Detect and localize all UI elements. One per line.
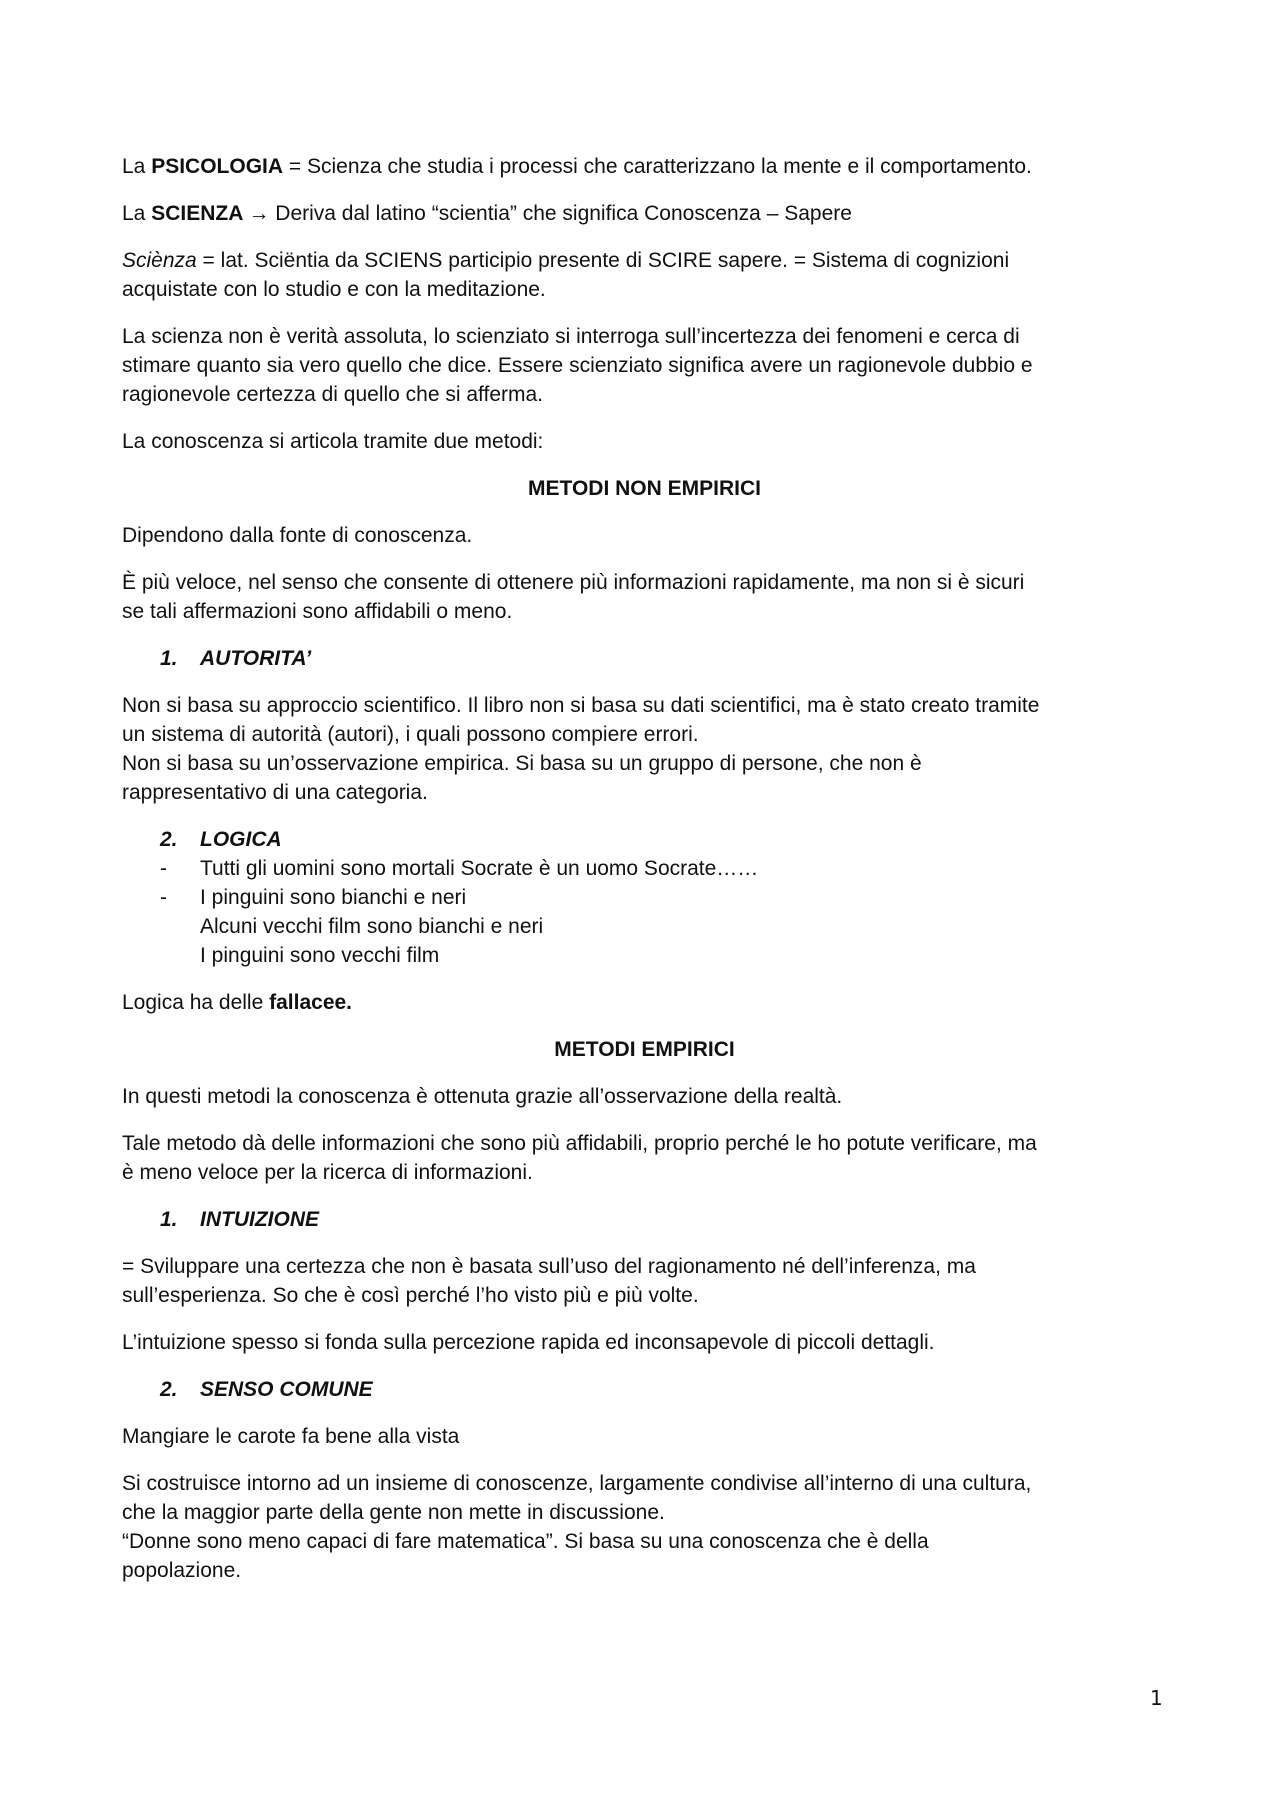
senso-p1: Mangiare le carote fa bene alla vista: [122, 1425, 460, 1448]
heading-metodi-empirici: METODI EMPIRICI: [554, 1038, 735, 1061]
senso-paragraph: Si costruisce intorno ad un insieme di conoscenze, largamente condivise all’interno di una cultura, che la maggior parte della gente non mette in discussione. “Donne sono meno capaci di fare matematica”. Si basa su una conoscenza che è della popolazione.: [122, 1472, 1032, 1582]
psicologia-term: PSICOLOGIA: [151, 155, 284, 178]
autorita-paragraph: Non si basa su approccio scientifico. Il libro non si basa su dati scientifici, ma è stato creato tramite un sistema di autorità (autori), i quali possono compiere errori. Non si basa su un’osservazione empirica. Si basa su un gruppo di persone, che non è rappresentativo di una categoria.: [122, 694, 1040, 804]
scienza-etymology: Sciènza = lat. Sciëntia da SCIENS participio presente di SCIRE sapere. = Sistema di cognizioni acquistate con lo studio e con la meditazione.: [122, 249, 1010, 301]
list-item-senso-comune: 2. SENSO COMUNE: [160, 1378, 373, 1401]
list-item-intuizione: 1. INTUIZIONE: [160, 1208, 319, 1231]
list-item-autorita: 1. AUTORITA’: [160, 647, 312, 670]
empirici-p2: Tale metodo dà delle informazioni che sono più affidabili, proprio perché le ho potute verificare, ma è meno veloce per la ricerca di informazioni.: [122, 1132, 1037, 1184]
list-item-logica: 2. LOGICA: [160, 828, 282, 851]
list-item: - I pinguini sono bianchi e neri: [160, 886, 467, 909]
page-number: 1: [1150, 1686, 1163, 1710]
psicologia-definition: La PSICOLOGIA = Scienza che studia i processi che caratterizzano la mente e il comportamento.: [122, 155, 1032, 178]
list-item-continuation: I pinguini sono vecchi film: [200, 944, 440, 967]
document-page: [122, 152, 1167, 1603]
intuizione-p2: L’intuizione spesso si fonda sulla percezione rapida ed inconsapevole di piccoli dettagli.: [122, 1331, 935, 1354]
scienza-definition: La SCIENZA → Deriva dal latino “scientia” che significa Conoscenza – Sapere: [122, 202, 852, 225]
empirici-p1: In questi metodi la conoscenza è ottenuta grazie all’osservazione della realtà.: [122, 1085, 843, 1108]
list-item-continuation: Alcuni vecchi film sono bianchi e neri: [200, 915, 544, 938]
heading-metodi-non-empirici: METODI NON EMPIRICI: [528, 477, 761, 500]
scienza-term: SCIENZA: [151, 202, 243, 225]
list-item: - Tutti gli uomini sono mortali Socrate è un uomo Socrate……: [160, 857, 759, 880]
non-empirici-p2: È più veloce, nel senso che consente di ottenere più informazioni rapidamente, ma non si è sicuri se tali affermazioni sono affidabili o meno.: [122, 571, 1025, 623]
intuizione-paragraph: = Sviluppare una certezza che non è basata sull’uso del ragionamento né dell’inferenza, ma sull’esperienza. So che è così perché l’ho visto più e più volte.: [122, 1255, 976, 1307]
arrow-right-icon: →: [242, 202, 276, 225]
non-empirici-p1: Dipendono dalla fonte di conoscenza.: [122, 524, 473, 547]
verita-paragraph: La scienza non è verità assoluta, lo scienziato si interroga sull’incertezza dei fenomeni e cerca di stimare quanto sia vero quello che dice. Essere scienziato significa avere un ragionevole dubbio e ragionevole certezza di quello che si afferma.: [122, 325, 1033, 406]
fallacee-line: Logica ha delle fallacee.: [122, 991, 353, 1014]
metodi-intro: La conoscenza si articola tramite due metodi:: [122, 430, 544, 453]
